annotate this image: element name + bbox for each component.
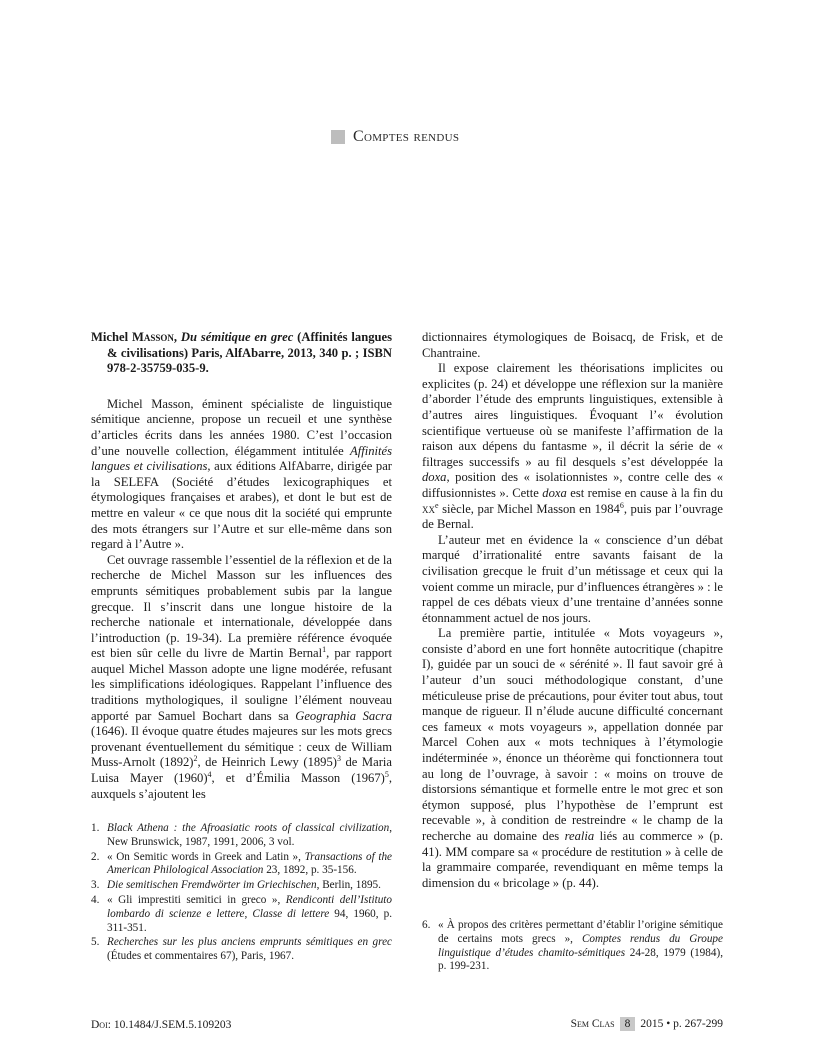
right-paragraph-3: La première partie, intitulée « Mots voyageurs », consiste d’abord en une fort honnête autocritique (chapitre I), guidée par un souci de « sérénité ». Il faut savoir gré à l’auteur d’un souci méthodologique constant, d’une méticuleuse prise de précautions, pour éviter tout abus, tout manque de rigueur. Il n’élude aucune difficulté concernant ces fameux « mots voyageurs », appellation donnée par Marcel Cohen aux « mots techniques à l’étymologie indéterminée », énonce un théorème qui fonctionnera tout au long de l’ouvrage, à savoir : « moins on trouve de distorsions sémantique et formelle entre le mot grec et son étymon supposé, plus l’hypothèse de l’emprunt est recevable », à condition de restreindre « le champ de la recherche au domaine des realia liés au commerce » (p. 41). MM compare sa « procédure de restitution » à celle de la grammaire comparée, revendiquant en même temps la dimension du « bricolage » (p. 44). [422, 626, 723, 890]
left-paragraph-1: Michel Masson, éminent spécialiste de linguistique sémitique ancienne, propose un recueil et une synthèse d’articles écrits dans les années 1980. C’est l’occasion d’une nouvelle collection, élégamment intitulée Affinités langues et civilisations, aux éditions AlfAbarre, dirigée par la SELEFA (Société d’études lexicographiques et étymologiques françaises et arabes), et dont le but est de mettre en valeur « ce que nous dit la société qui emprunte des mots étrangers sur l’Autre et sur elle-même dans son regard à l’Autre ». [91, 396, 392, 552]
footer-journal-info [571, 1017, 723, 1031]
volume-badge: 8 [620, 1017, 636, 1031]
footnote-ref-5[interactable]: 5 [384, 769, 389, 779]
review-bibliographic-entry: Michel Masson, Du sémitique en grec (Affinités langues & civilisations) Paris, AlfAbarre, 2013, 340 p. ; ISBN 978-2-35759-035-9. [91, 330, 393, 376]
footnote-ref-1[interactable]: 1 [322, 645, 327, 655]
footnote-2: 2. « On Semitic words in Greek and Latin », Transactions of the American Philological Association 23, 1892, p. 35-156. [91, 850, 393, 877]
doi-label: Doi [91, 1019, 108, 1031]
section-square-icon [331, 130, 345, 144]
review-author-first: Michel [91, 330, 129, 344]
left-column [91, 330, 392, 802]
right-paragraph-2: L’auteur met en évidence la « conscience d’un débat marqué d’irrationalité entre savants faisant de la civilisation grecque le fruit d’un métissage et ceux qui la voient comme un miracle, pur d’influences étrangères » : le rappel de ces débats vieux d’une trentaine d’années sonne étonnamment actuel de nos jours. [422, 532, 723, 625]
footnote-1: 1. Black Athena : the Afroasiatic roots of classical civilization, New Brunswick, 1987, 1991, 2006, 3 vol. [91, 822, 392, 848]
footnote-ref-3[interactable]: 3 [336, 754, 341, 764]
footnotes-left [91, 822, 392, 965]
footnotes-right [422, 919, 723, 975]
year-pages: 2015 • p. 267-299 [640, 1018, 723, 1030]
review-author-last: Masson [131, 330, 174, 344]
right-column [422, 330, 723, 891]
section-title: Comptes rendus [353, 128, 460, 145]
section-header [331, 128, 459, 146]
right-paragraph-continuation: dictionnaires étymologiques de Boisacq, de Frisk, et de Chantraine. [422, 330, 723, 360]
doi-value[interactable]: : 10.1484/J.SEM.5.109203 [107, 1019, 232, 1031]
right-paragraph-1: Il expose clairement les théorisations implicites ou explicites (p. 24) et développe une réflexion sur la manière d’aborder l’étude des emprunts linguistiques, extensible à d’autres aires linguistiques. Évoquant l’« évolution scientifique vertueuse où se manifeste l’affirmation de la raison aux dépens du fantasme », il décrit la série de « filtrages successifs » au fil desquels s’est développée la doxa, position des « isolationnistes », contre celle des « diffusionnistes ». Cette doxa est remise en cause à la fin du $xx^e$ siècle, par Michel Masson en 1984$^6$, puis par l’ouvrage de Bernal. [422, 361, 723, 532]
footer-doi [91, 1019, 231, 1031]
footnote-6: 6. « À propos des critères permettant d’établir l’origine sémitique de certains mots grecs », Comptes rendus du Groupe linguistique d’études chamito-sémitiques 24-28, 1979 (1984), p. 199-231. [422, 919, 723, 973]
footnote-ref-2[interactable]: 2 [193, 754, 198, 764]
footnote-ref-6[interactable]: 6 [619, 500, 624, 510]
footnote-ref-4[interactable]: 4 [207, 769, 212, 779]
footnote-5: 5. Recherches sur les plus anciens emprunts sémitiques en grec (Études et commentaires 67), Paris, 1967. [91, 936, 392, 963]
footnote-4: 4. « Gli imprestiti semitici in greco », Rendiconti dell’Istituto lombardo di scienze e lettere, Classe di lettere 94, 1960, p. 311-351. [91, 893, 392, 934]
left-paragraph-2: Cet ouvrage rassemble l’essentiel de la réflexion et de la recherche de Michel Masson sur les influences des emprunts sémitiques probablement subis par la langue grecque. Il s’inscrit dans une longue histoire de la recherche nationale et internationale, développée dans l’introduction (p. 19-34). La première référence évoquée est bien sûr celle du livre de Martin Bernal$^1$, par rapport auquel Michel Masson adopte une ligne modérée, refusant les simplifications idéologiques. Rappelant l’influence des traditions mythologiques, il souligne l’élément nouveau apporté par Samuel Bochart dans sa Geographia Sacra (1646). Il évoque quatre études majeures sur les mots grecs provenant éventuellement du sémitique : ceux de William Muss-Arnolt $(1892)^2$, de Heinrich Lewy $(1895)^3$ de Maria Luisa Mayer $(1960)^4$, et d’Émilia Masson $(1967)^5$, auxquels s’ajoutent les [91, 552, 392, 801]
journal-name: Sem Clas [570, 1018, 615, 1030]
footnote-3: 3. Die semitischen Fremdwörter im Griechischen, Berlin, 1895. [91, 879, 381, 892]
review-book-title: Du sémitique en grec [180, 330, 294, 344]
review-pub-info: (Affinités langues & civilisations) Paris, AlfAbarre, 2013, 340 p. ; ISBN 978-2-35759-035-9. [107, 330, 393, 376]
